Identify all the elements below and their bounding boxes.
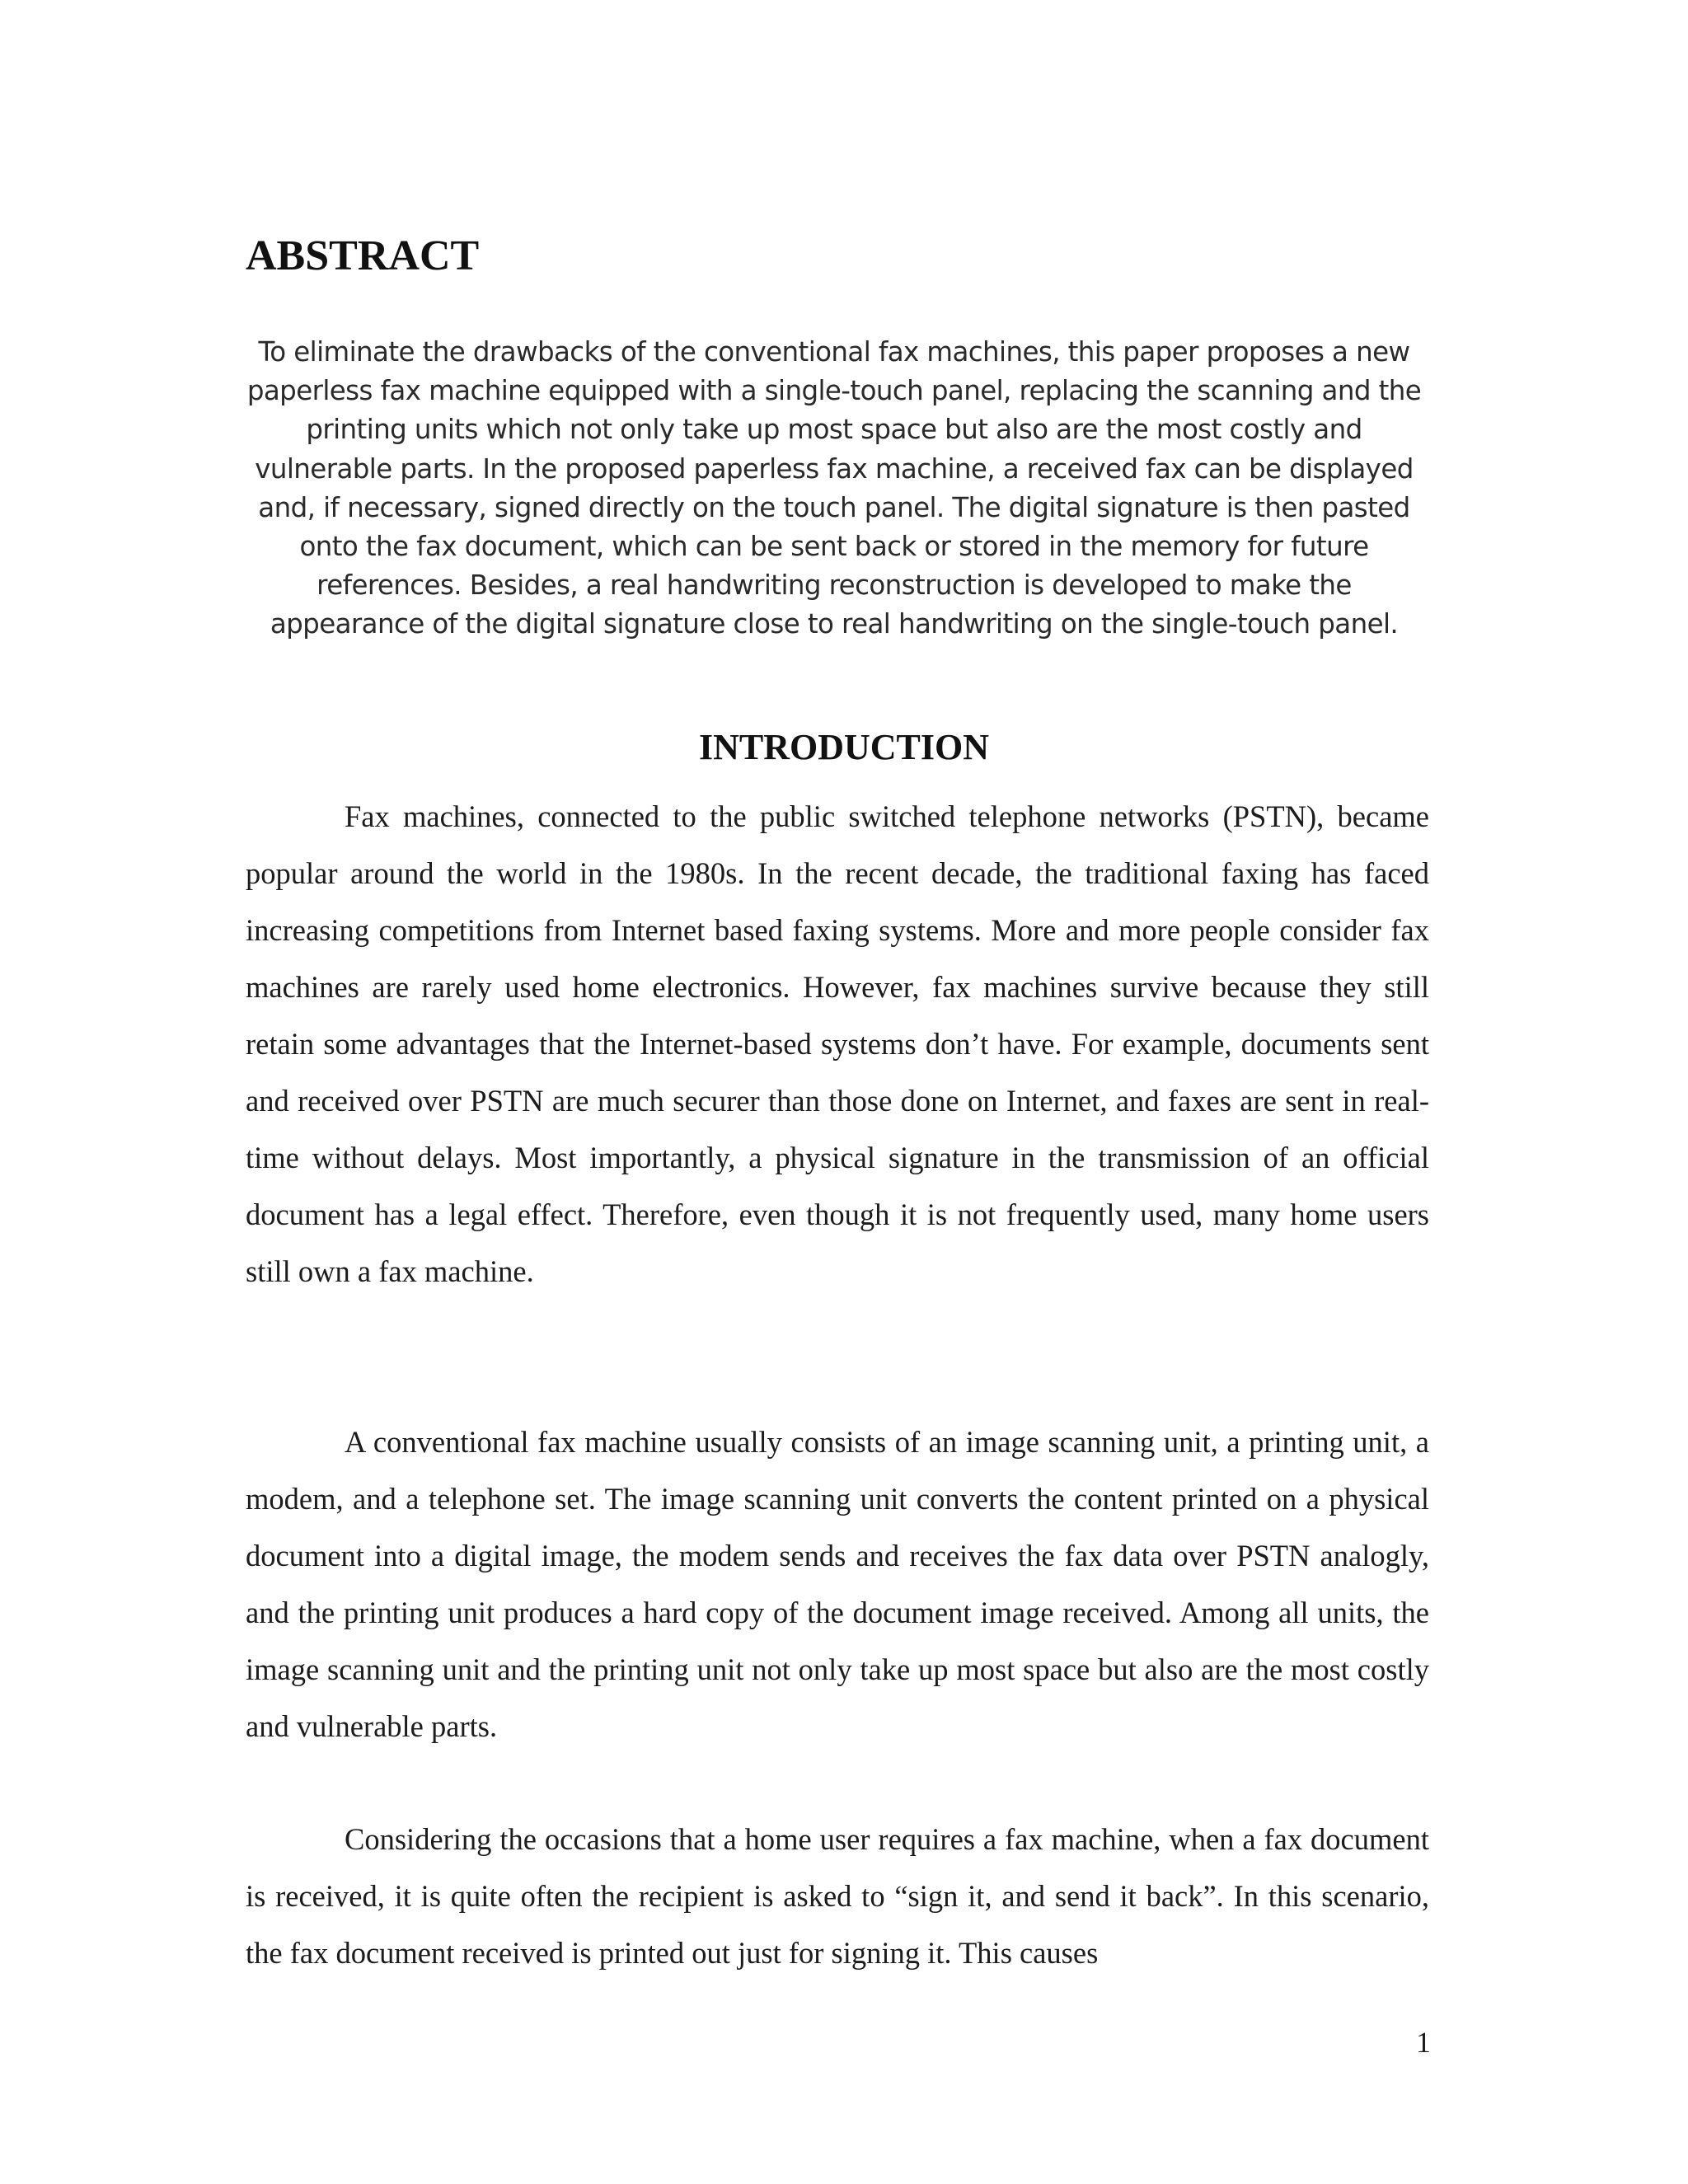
introduction-paragraph: A conventional fax machine usually consists of an image scanning unit, a printing unit, a modem, and a telephone set. The image scanning unit converts the content printed on a physical document into a digital image, the modem sends and receives the fax data over PSTN analogly, and the printing unit produces a hard copy of the document image received. Among all units, the image scanning unit and the printing unit not only take up most space but also are the most costly and vulnerable parts. bbox=[246, 1425, 1429, 1743]
page-number: 1 bbox=[1416, 2026, 1431, 2059]
introduction-paragraph: Fax machines, connected to the public switched telephone networks (PSTN), became popular around the world in the 1980s. In the recent decade, the traditional faxing has faced increasing competitions from Internet based faxing systems. More and more people consider fax machines are rarely used home electronics. However, fax machines survive because they still retain some advantages that the Internet-based systems don’t have. For example, documents sent and received over PSTN are much securer than those done on Internet, and faxes are sent in real-time without delays. Most importantly, a physical signature in the transmission of an official document has a legal effect. Therefore, even though it is not frequently used, many home users still own a fax machine. bbox=[246, 799, 1429, 1288]
abstract-heading: ABSTRACT bbox=[246, 232, 480, 279]
introduction-heading: INTRODUCTION bbox=[698, 727, 990, 767]
introduction-paragraph: Considering the occasions that a home user requires a fax machine, when a fax document is received, it is quite often the recipient is asked to “sign it, and send it back”. In this scenario, the fax document received is printed out just for signing it. This causes bbox=[246, 1822, 1429, 1970]
abstract-body: To eliminate the drawbacks of the conventional fax machines, this paper proposes a new paperless fax machine equipped with a single-touch panel, replacing the scanning and the printing units which not only take up most space but also are the most costly and vulnerable parts. In the proposed paperless fax machine, a received fax can be displayed and, if necessary, signed directly on the touch panel. The digital signature is then pasted onto the fax document, which can be sent back or stored in the memory for future references. Besides, a real handwriting reconstruction is developed to make the appearance of the digital signature close to real handwriting on the single-touch panel. bbox=[246, 336, 1422, 640]
